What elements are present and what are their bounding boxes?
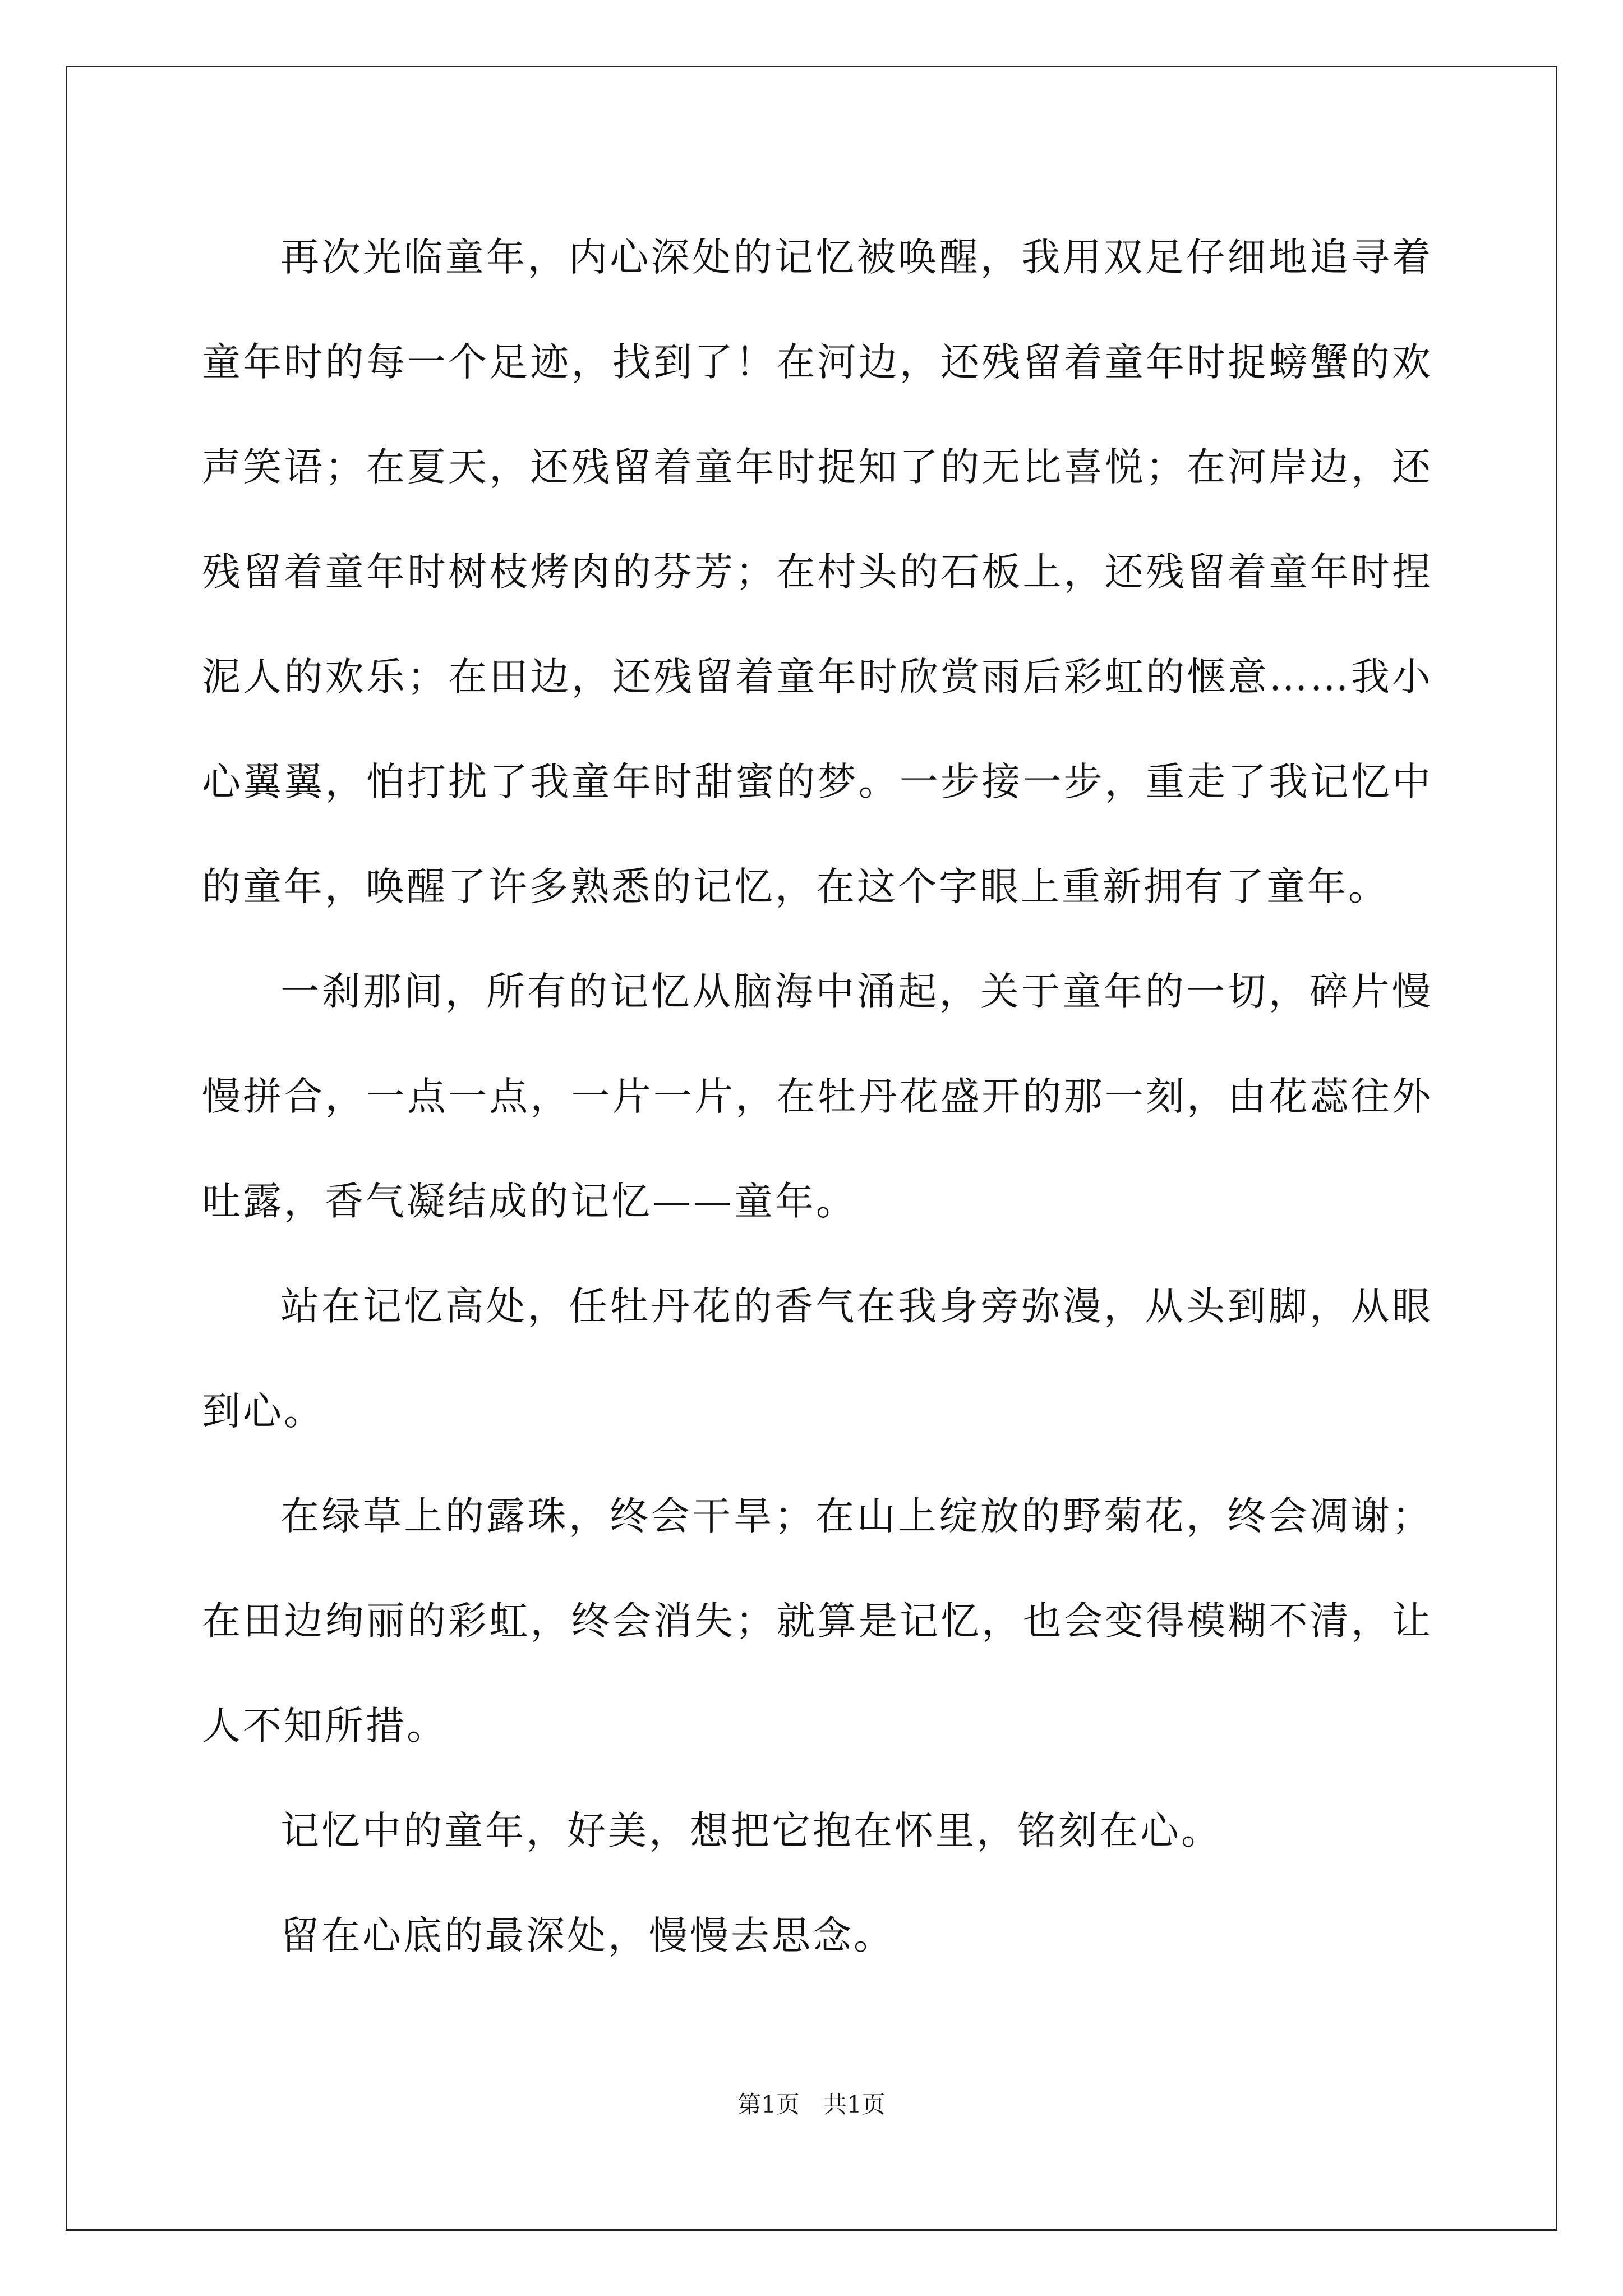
paragraph-2: 一刹那间，所有的记忆从脑海中涌起，关于童年的一切，碎片慢慢拼合，一点一点，一片一片，在牡丹花盛开的那一刻，由花蕊往外吐露，香气凝结成的记忆——童年。 bbox=[202, 969, 1433, 1224]
paragraph-1: 再次光临童年，内心深处的记忆被唤醒，我用双足仔细地追寻着童年时的每一个足迹，找到了！在河边，还残留着童年时捉螃蟹的欢声笑语；在夏天，还残留着童年时捉知了的无比喜悦；在河岸边，还残留着童年时树枝烤肉的芬芳；在村头的石板上，还残留着童年时捏泥人的欢乐；在田边，还残留着童年时欣赏雨后彩虹的惬意……我小心翼翼，怕打扰了我童年时甜蜜的梦。一步接一步，重走了我记忆中的童年，唤醒了许多熟悉的记忆，在这个字眼上重新拥有了童年。 bbox=[202, 235, 1433, 909]
paragraph-5: 记忆中的童年，好美，想把它抱在怀里，铭刻在心。 bbox=[280, 1809, 1222, 1853]
document-body bbox=[202, 205, 1433, 1989]
page-footer bbox=[0, 2088, 1623, 2122]
paragraph-6: 留在心底的最深处，慢慢去思念。 bbox=[280, 1913, 895, 1958]
page-number-label: 第1页 共1页 bbox=[737, 2091, 886, 2118]
paragraph-4: 在绿草上的露珠，终会干旱；在山上绽放的野菊花，终会凋谢；在田边绚丽的彩虹，终会消失；就算是记忆，也会变得模糊不清，让人不知所措。 bbox=[202, 1494, 1433, 1749]
paragraph-3: 站在记忆高处，任牡丹花的香气在我身旁弥漫，从头到脚，从眼到心。 bbox=[202, 1284, 1433, 1434]
